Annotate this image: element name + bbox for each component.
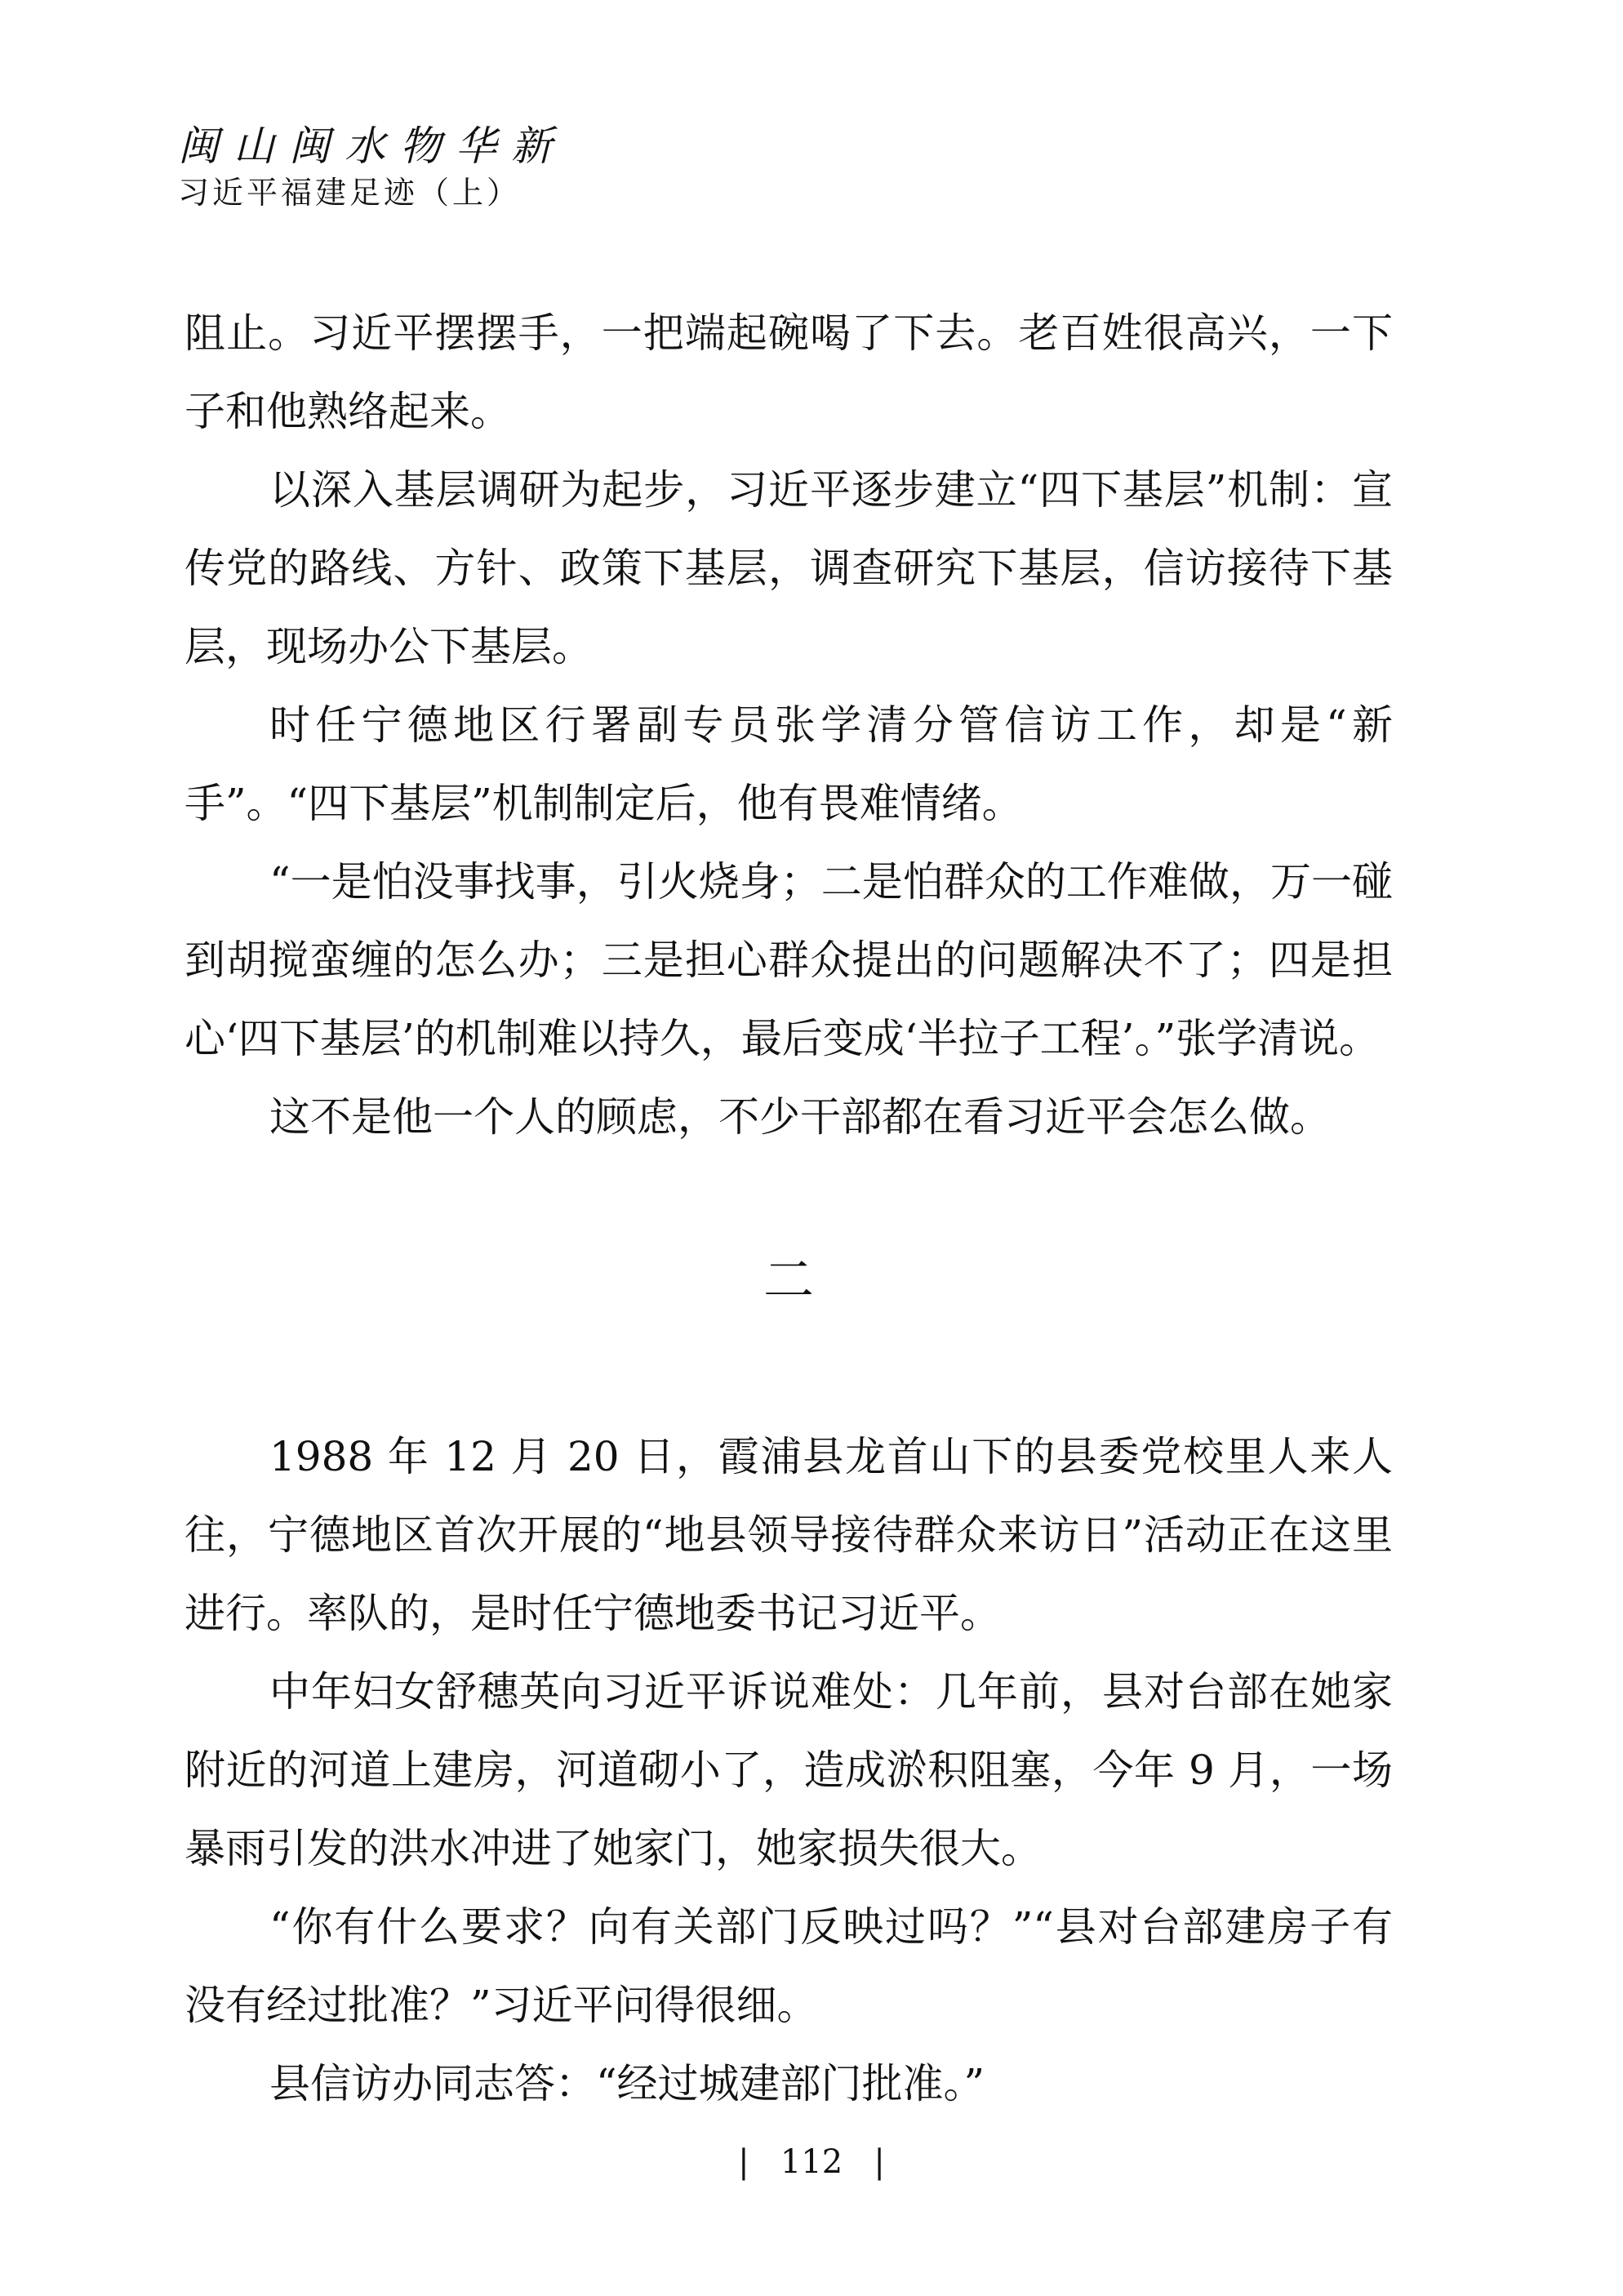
paragraph: 1988 年 12 月 20 日，霞浦县龙首山下的县委党校里人来人往，宁德地区首次开展的“地县领导接待群众来访日”活动正在这里进行。率队的，是时任宁德地委书记习近平。 xyxy=(185,1433,1393,1637)
paragraph: 这不是他一个人的顾虑，不少干部都在看习近平会怎么做。 xyxy=(269,1093,1331,1141)
running-head xyxy=(178,121,567,214)
paragraph: 以深入基层调研为起步，习近平逐步建立“四下基层”机制：宣传党的路线、方针、政策下基层，调查研究下基层，信访接待下基层，现场办公下基层。 xyxy=(185,466,1393,670)
folio-bar-right: | xyxy=(874,2143,885,2181)
page-footer xyxy=(0,2139,1623,2185)
paragraph: 阻止。习近平摆摆手，一把端起碗喝了下去。老百姓很高兴，一下子和他熟络起来。 xyxy=(185,309,1393,435)
paragraph: “一是怕没事找事，引火烧身；二是怕群众的工作难做，万一碰到胡搅蛮缠的怎么办；三是担心群众提出的问题解决不了；四是担心‘四下基层’的机制难以持久，最后变成‘半拉子工程’。”张学清说。 xyxy=(185,858,1393,1062)
page-number: 112 xyxy=(780,2143,843,2181)
body-text xyxy=(185,294,1393,2123)
paragraph: 时任宁德地区行署副专员张学清分管信访工作，却是“新手”。“四下基层”机制制定后，他有畏难情绪。 xyxy=(185,701,1393,827)
folio-bar-left: | xyxy=(738,2143,749,2181)
paragraph: “你有什么要求？向有关部门反映过吗？”“县对台部建房子有没有经过批准？”习近平问得很细。 xyxy=(185,1903,1393,2029)
section-heading: 二 xyxy=(763,1250,814,1310)
paragraph: 县信访办同志答：“经过城建部门批准。” xyxy=(269,2060,985,2107)
paragraph: 中年妇女舒穗英向习近平诉说难处：几年前，县对台部在她家附近的河道上建房，河道砌小了，造成淤积阻塞，今年 9 月，一场暴雨引发的洪水冲进了她家门，她家损失很大。 xyxy=(185,1668,1393,1872)
book-title: 闽山闽水物华新 xyxy=(178,122,567,170)
book-subtitle: 习近平福建足迹（上） xyxy=(178,175,522,211)
